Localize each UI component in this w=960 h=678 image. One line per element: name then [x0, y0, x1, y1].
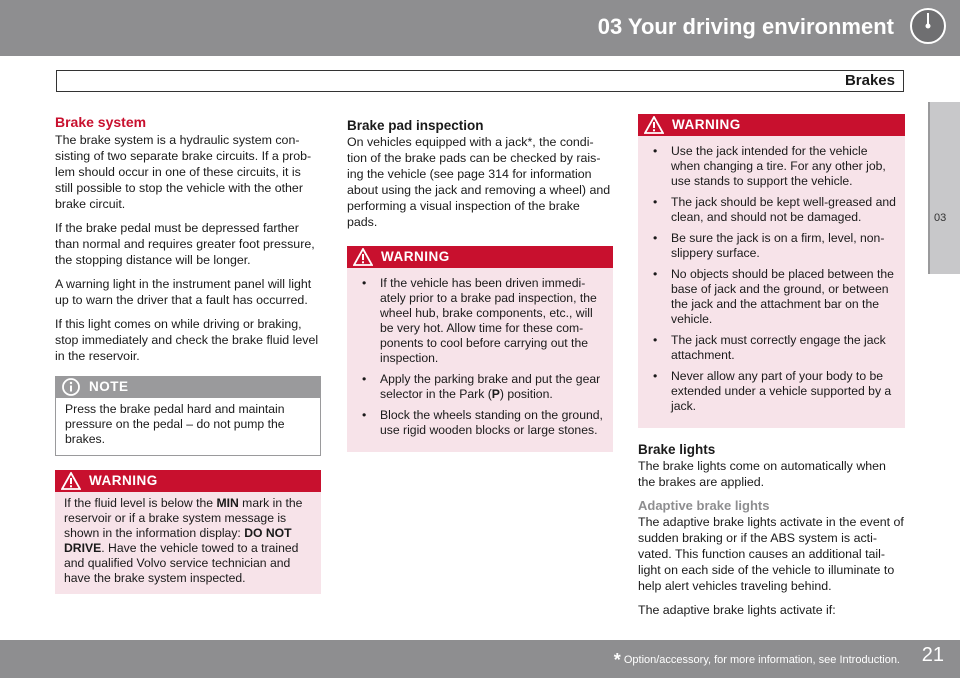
- list-item: • Use the jack intended for the vehicle when changing a tire. For any other job, use stands to support the vehicle.: [647, 144, 897, 189]
- list-item: • Be sure the jack is on a firm, level, non-slippery surface.: [647, 231, 897, 261]
- warning-body: [55, 492, 321, 594]
- chapter-tab-label: 03: [934, 212, 947, 224]
- note-body: Press the brake pedal hard and maintain pressure on the pedal – do not pump the brakes.: [55, 398, 321, 456]
- paragraph: The adaptive brake lights activate in the event of sudden braking or if the ABS system is acti-vated. This function causes an additional tail-light on each side of the vehicle to illuminate to help alert vehicles traveling behind.: [638, 515, 904, 593]
- paragraph: On vehicles equipped with a jack*, the condi-tion of the brake pads can be checked by rais-ing the vehicle (see page 314 for information about using the jack and removing a wheel) and performing a visual inspection of the brake pads.: [347, 135, 611, 229]
- header-bar: [0, 0, 960, 56]
- warning-box: [638, 114, 905, 428]
- paragraph: The brake system is a hydraulic system con-sisting of two separate brake circuits. If a prob-lem should occur in one of these circuits, it is still possible to stop the vehicle with the other brake circuit.: [55, 133, 312, 211]
- paragraph: A warning light in the instrument panel will light up to warn the driver that a fault has occurred.: [55, 277, 312, 307]
- column-2: [347, 118, 613, 464]
- column-1: [55, 114, 321, 606]
- footnote-text: Option/accessory, for more information, see Introduction.: [623, 654, 900, 666]
- list-item: • The jack must correctly engage the jack attachment.: [647, 333, 897, 363]
- page-number: 21: [921, 644, 944, 666]
- warning-icon: [644, 116, 664, 134]
- list-item: • No objects should be placed between the base of jack and the ground, or between the jack and the attachment bar on the vehicle.: [647, 267, 897, 327]
- list-item-text: ) position.: [499, 387, 553, 401]
- warning-box: [347, 246, 613, 452]
- list-item: • The jack should be kept well-greased and clean, and should not be damaged.: [647, 195, 897, 225]
- warning-text: mark in the reservoir or if a brake system message is shown in the information display:: [64, 496, 303, 540]
- footer-bar: [0, 640, 960, 678]
- info-icon: [61, 378, 81, 396]
- warning-text: . Have the vehicle towed to a trained and qualified Volvo service technician and have the brake system inspected.: [64, 541, 299, 585]
- list-item-text: Apply the parking brake and put the gear selector in the Park (: [380, 372, 601, 401]
- chapter-tab[interactable]: [928, 102, 960, 274]
- warning-header: [347, 246, 613, 268]
- list-item: • If the vehicle has been driven immedi-ately prior to a brake pad inspection, the wheel hub, brake components, etc., will be very hot. Allow time for these com-ponents to cool before carrying out the inspection.: [356, 276, 605, 366]
- column-3: [638, 114, 905, 626]
- paragraph: The brake lights come on automatically when the brakes are applied.: [638, 459, 886, 489]
- gauge-icon: [908, 6, 948, 46]
- warning-body: [638, 136, 905, 428]
- note-header: [55, 376, 321, 398]
- adaptive-brake-lights-heading: Adaptive brake lights: [638, 498, 770, 513]
- warning-icon: [353, 248, 373, 266]
- brake-lights-heading: Brake lights: [638, 442, 716, 457]
- brake-pad-heading: Brake pad inspection: [347, 118, 484, 133]
- brake-system-heading: Brake system: [55, 114, 147, 130]
- min-label: MIN: [216, 496, 239, 510]
- warning-box: [55, 470, 321, 594]
- list-item: • Block the wheels standing on the ground, use rigid wooden blocks or large stones.: [356, 408, 605, 438]
- warning-list: [356, 276, 605, 438]
- paragraph: The adaptive brake lights activate if:: [638, 603, 836, 617]
- footnote: [614, 650, 900, 671]
- warning-title: WARNING: [672, 117, 741, 132]
- warning-header: [638, 114, 905, 136]
- list-item: • Never allow any part of your body to be extended under a vehicle supported by a jack.: [647, 369, 897, 414]
- warning-text: If the fluid level is below the: [64, 496, 217, 510]
- warning-list: [647, 144, 897, 414]
- warning-title: WARNING: [381, 249, 450, 264]
- warning-header: [55, 470, 321, 492]
- footnote-star: *: [613, 650, 621, 670]
- note-title: NOTE: [89, 379, 129, 394]
- warning-body: [347, 268, 613, 452]
- note-box: [55, 376, 321, 456]
- paragraph: If this light comes on while driving or braking, stop immediately and check the brake fluid level in the reservoir.: [55, 317, 319, 363]
- warning-icon: [61, 472, 81, 490]
- park-label: P: [491, 387, 500, 401]
- chapter-title: 03 Your driving environment: [597, 14, 894, 39]
- section-header: [56, 70, 904, 92]
- list-item: [356, 372, 605, 402]
- paragraph: If the brake pedal must be depressed farther than normal and requires greater foot pressure, the stopping distance will be longer.: [55, 221, 315, 267]
- section-title: Brakes: [844, 72, 895, 89]
- do-not-drive-label: DO NOT DRIVE: [64, 526, 292, 555]
- warning-title: WARNING: [89, 473, 158, 488]
